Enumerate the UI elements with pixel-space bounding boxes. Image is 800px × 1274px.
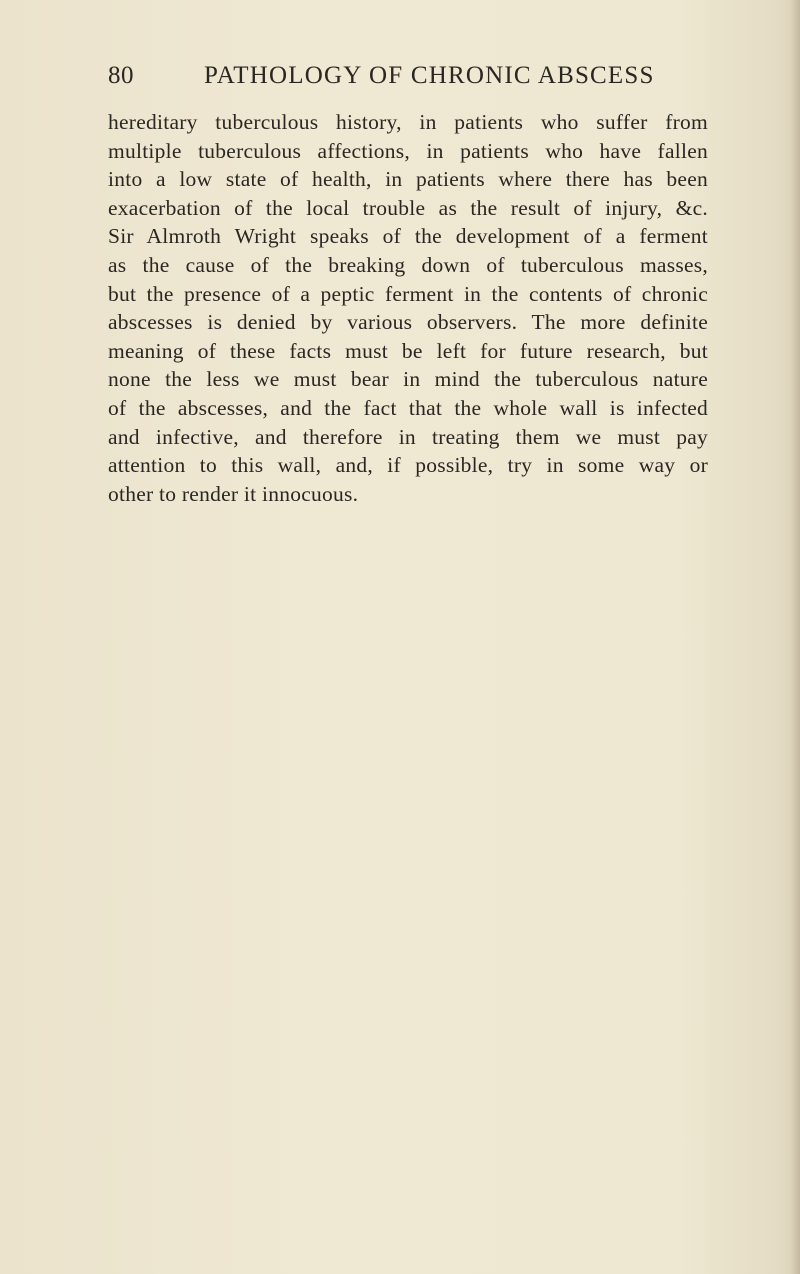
- text-line: but the presence of a peptic ferment in the contents of chronic: [108, 281, 708, 306]
- text-line: and infective, and therefore in treating them we must pay: [108, 424, 708, 449]
- text-line: abscesses is denied by various observers. The more definite: [108, 310, 708, 335]
- page-number: 80: [108, 62, 134, 89]
- text-line: as the cause of the breaking down of tuberculous masses,: [108, 252, 708, 277]
- running-head-title: PATHOLOGY OF CHRONIC ABSCESS: [204, 62, 655, 89]
- running-head: [108, 62, 698, 94]
- text-line: meaning of these facts must be left for future research, but: [108, 338, 708, 363]
- text-line: exacerbation of the local trouble as the result of injury, &c.: [108, 195, 708, 220]
- text-line: into a low state of health, in patients where there has been: [108, 167, 708, 192]
- body-paragraph: [108, 108, 708, 508]
- text-line: multiple tuberculous affections, in patients who have fallen: [108, 138, 708, 163]
- text-line: none the less we must bear in mind the tuberculous nature: [108, 367, 708, 392]
- text-line: Sir Almroth Wright speaks of the development of a ferment: [108, 224, 708, 249]
- text-line: attention to this wall, and, if possible, try in some way or: [108, 453, 708, 478]
- text-line: of the abscesses, and the fact that the whole wall is infected: [108, 395, 708, 420]
- text-line: other to render it innocuous.: [108, 481, 359, 506]
- text-line: hereditary tuberculous history, in patients who suffer from: [108, 110, 708, 134]
- page-edge-shadow: [790, 0, 800, 1274]
